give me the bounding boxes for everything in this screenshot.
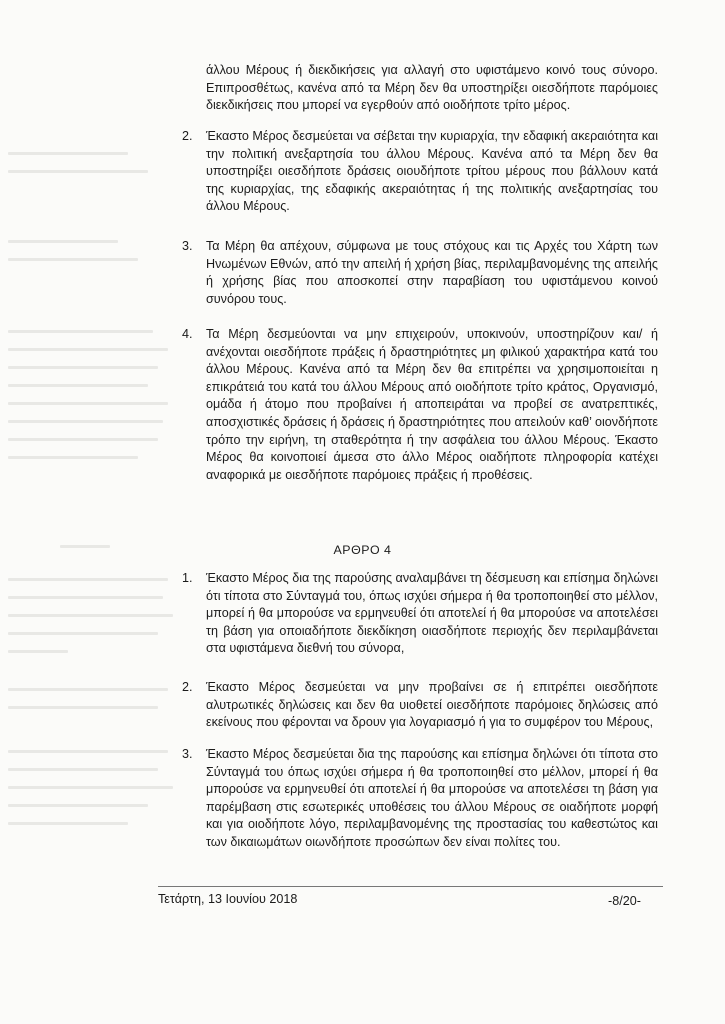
list-item [206, 746, 658, 852]
list-item-text: Έκαστο Μέρος δεσμεύεται δια της παρούσης και επίσημα δηλώνει ότι τίποτα στο Σύνταγμά του όπως ισχύει σήμερα ή θα τροποποιηθεί στο μέλλον, μπορεί ή θα μπορούσε να ερμηνευθεί ότι αποτελεί ή θα μπορούσε να αποτελέσει τη βάση για παρέμβαση στις εσωτερικές υποθέσεις του άλλου Μέρους σε οιαδήποτε μορφή και για οιοδήποτε λόγο, περιλαμβανομένης της προστασίας του καθεστώτος και των δικαιωμάτων οιωνδήποτε προσώπων δεν είναι πολίτες του. [206, 747, 658, 849]
list-item-text: Έκαστο Μέρος δεσμεύεται να μην προβαίνει σε ή επιτρέπει οιεσδήποτε αλυτρωτικές δηλώσεις και δεν θα υιοθετεί οιεσδήποτε παρόμοιες δηλώσεις από εκείνους που φέρονται να δρουν για λογαριασμό ή για το συμφέρον του Μέρους, [206, 680, 658, 730]
item-number: 1. [182, 571, 193, 585]
list-item [206, 326, 658, 484]
item-number: 3. [182, 747, 193, 761]
continuation-paragraph [206, 62, 658, 115]
item-number: 4. [182, 327, 193, 341]
list-item-text: Τα Μέρη θα απέχουν, σύμφωνα με τους στόχους και τις Αρχές του Χάρτη των Ηνωμένων Εθνών, από την απειλή ή χρήση βίας, περιλαμβανομένης της απειλής ή χρήσης βίας που αποσκοπεί στην παραβίαση του υφιστάμενου κοινού συνόρου τους. [206, 239, 658, 306]
footer-date: Τετάρτη, 13 Ιουνίου 2018 [158, 892, 298, 906]
list-item [206, 128, 658, 216]
list-item [206, 238, 658, 308]
list-item-text: Τα Μέρη δεσμεύονται να μην επιχειρούν, υποκινούν, υποστηρίζουν και/ ή ανέχονται οιεσδήποτε πράξεις ή δραστηριότητες μη φιλικού χαρακτήρα κατά του άλλου Μέρους. Κανένα από τα Μέρη δεν θα επιτρέπει να χρησιμοποιείται η επικράτειά του κατά του άλλου Μέρους από οιοδήποτε τρίτο κράτος, Οργανισμό, ομάδα ή άτομο που προβαίνει ή αποπειράται να προβεί σε ανατρεπτικές, αποσχιστικές δράσεις ή δράσεις ή δραστηριότητες που απειλούν καθ’ οιονδήποτε τρόπο την ειρήνη, τη σταθερότητα ή την ασφάλεια του άλλου Μέρους. Έκαστο Μέρος θα κοινοποιεί άμεσα στο άλλο Μέρος οιαδήποτε πληροφορία κατέχει αναφορικά με οιεσδήποτε παρόμοιες πράξεις ή προθέσεις. [206, 327, 658, 482]
item-number: 3. [182, 239, 193, 253]
item-number: 2. [182, 680, 193, 694]
list-item [206, 679, 658, 732]
item-number: 2. [182, 129, 193, 143]
list-item-text: Έκαστο Μέρος δια της παρούσης αναλαμβάνει τη δέσμευση και επίσημα δηλώνει ότι τίποτα στο Σύνταγμά του, όπως ισχύει σήμερα ή θα τροποποιηθεί στο μέλλον, μπορεί ή θα μπορούσε να ερμηνευθεί ότι αποτελεί ή θα μπορούσε να αποτελέσει τη βάση για οποιαδήποτε διεκδίκηση οιασδήποτε περιοχής δεν περιλαμβάνεται στα υφιστάμενα διεθνή του σύνορα, [206, 571, 658, 656]
page-number: -8/20- [608, 894, 641, 908]
list-item [206, 570, 658, 658]
article-heading: ΑΡΘΡΟ 4 [333, 543, 392, 557]
footer-divider [158, 886, 663, 887]
paragraph-text: άλλου Μέρους ή διεκδικήσεις για αλλαγή στο υφιστάμενο κοινό τους σύνορο. Επιπροσθέτως, κανένα από τα Μέρη δεν θα υποστηρίξει οιεσδήποτε παρόμοιες διεκδικήσεις που μπορεί να εγερθούν από οιοδήποτε τρίτο μέρος. [206, 63, 658, 113]
list-item-text: Έκαστο Μέρος δεσμεύεται να σέβεται την κυριαρχία, την εδαφική ακεραιότητα και την πολιτική ανεξαρτησία του άλλου Μέρους. Κανένα από τα Μέρη δεν θα υποστηρίξει οιεσδήποτε δράσεις οιουδήποτε τρίτου μέρους που βάλλουν κατά της κυριαρχίας, της εδαφικής ακεραιότητας ή της πολιτικής ανεξαρτησίας του άλλου Μέρους. [206, 129, 658, 214]
